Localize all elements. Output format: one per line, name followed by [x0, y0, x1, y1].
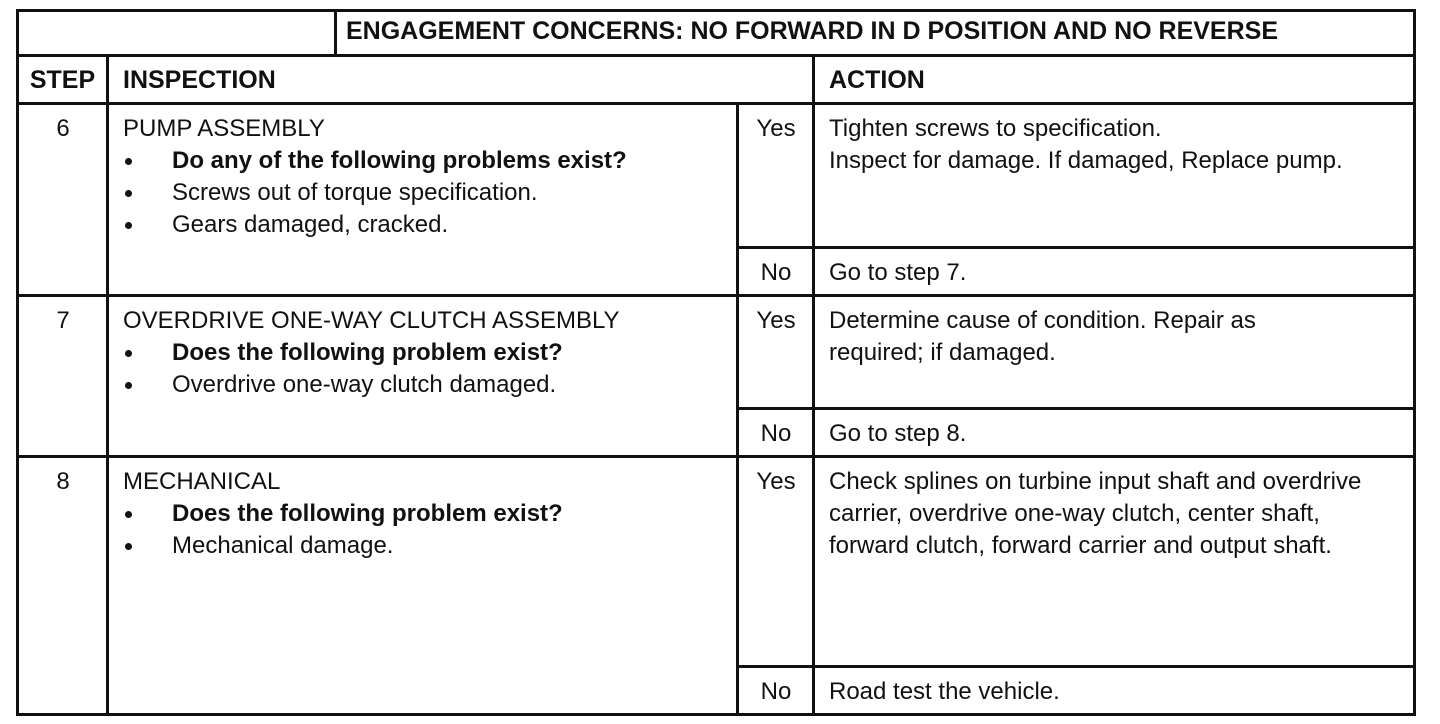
no-label: No [760, 259, 792, 286]
action-line: Check splines on turbine input shaft and overdrive carrier, overdrive one-way clutch, center shaft, forward clutch, forward carrier and output shaft. [829, 468, 1362, 559]
no-action: Go to step 7. [829, 259, 967, 286]
header-action: ACTION [829, 66, 925, 94]
inspection-cell [123, 305, 731, 401]
action-column-rule [812, 54, 815, 716]
inspection-cell [123, 113, 731, 241]
header-row-bottom-rule [16, 102, 1416, 105]
step7-yes-no-rule [736, 407, 1416, 410]
inspection-bullet: Screws out of torque specification. [123, 177, 731, 209]
table-border-top [16, 9, 1416, 12]
inspection-bullets [123, 498, 731, 562]
inspection-question: Do any of the following problems exist? [123, 145, 731, 177]
step6-bottom-rule [16, 294, 1416, 297]
header-step: STEP [29, 66, 96, 94]
step-number: 6 [56, 115, 70, 142]
table-border-right [1413, 9, 1416, 716]
inspection-bullet: Gears damaged, cracked. [123, 209, 731, 241]
step-number: 8 [56, 468, 70, 495]
step-column-rule [106, 54, 109, 716]
inspection-question: Does the following problem exist? [123, 498, 731, 530]
step7-bottom-rule [16, 455, 1416, 458]
step-number: 7 [56, 307, 70, 334]
yes-label: Yes [756, 115, 796, 142]
inspection-title: PUMP ASSEMBLY [123, 115, 325, 142]
action-line: Tighten screws to specification. [829, 115, 1162, 142]
step8-yes-no-rule [736, 665, 1416, 668]
inspection-title: MECHANICAL [123, 468, 281, 495]
header-row-top-rule [16, 54, 1416, 57]
inspection-cell [123, 466, 731, 562]
table-border-bottom [16, 713, 1416, 716]
action-line: Determine cause of condition. Repair as required; if damaged. [829, 307, 1256, 366]
no-action: Go to step 8. [829, 420, 967, 447]
inspection-bullet: Mechanical damage. [123, 530, 731, 562]
inspection-bullet: Overdrive one-way clutch damaged. [123, 369, 731, 401]
step6-yes-no-rule [736, 246, 1416, 249]
yes-action [829, 113, 1389, 177]
yes-action [829, 305, 1349, 369]
yes-label: Yes [756, 468, 796, 495]
no-label: No [760, 420, 792, 447]
header-inspection: INSPECTION [123, 66, 276, 94]
no-action: Road test the vehicle. [829, 678, 1060, 705]
no-label: No [760, 678, 792, 705]
yes-label: Yes [756, 307, 796, 334]
inspection-title: OVERDRIVE ONE-WAY CLUTCH ASSEMBLY [123, 307, 620, 334]
title-divider [334, 9, 337, 56]
inspection-bullets [123, 145, 731, 241]
action-line: Inspect for damage. If damaged, Replace pump. [829, 147, 1343, 174]
table-title: ENGAGEMENT CONCERNS: NO FORWARD IN D POSITION AND NO REVERSE [346, 17, 1279, 45]
yes-action [829, 466, 1369, 562]
inspection-question: Does the following problem exist? [123, 337, 731, 369]
inspection-bullets [123, 337, 731, 401]
